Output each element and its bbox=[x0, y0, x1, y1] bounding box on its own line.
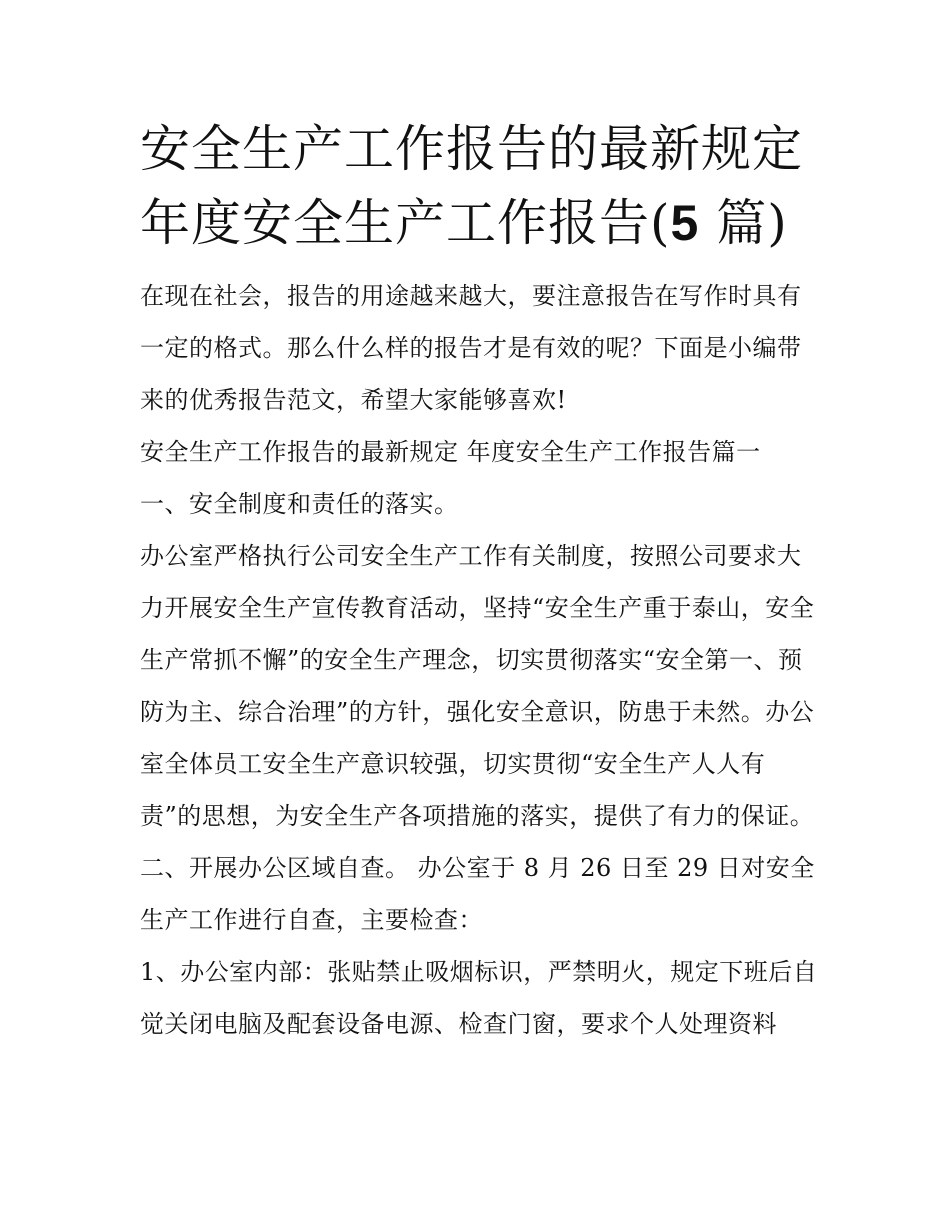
title-line-2 bbox=[140, 194, 788, 252]
section-heading: 安全生产工作报告的最新规定 年度安全生产工作报告篇一 bbox=[140, 438, 761, 466]
paragraph-safety-system: 办公室严格执行公司安全生产工作有关制度，按照公司要求大力开展安全生产宣传教育活动，坚持“安全生产重于泰山，安全生产常抓不懈”的安全生产理念，切实贯彻落实“安全第一、预防为主、综合治理”的方针，强化安全意识，防患于未然。办公室全体员工安全生产意识较强，切实贯彻“安全生产人人有责”的思想，为安全生产各项措施的落实，提供了有力的保证。 bbox=[140, 542, 815, 830]
document-title bbox=[140, 112, 820, 260]
subheading-1: 一、安全制度和责任的落实。 bbox=[140, 490, 459, 518]
title-number: 5 bbox=[670, 195, 700, 251]
paragraph-office-interior: 1、办公室内部：张贴禁止吸烟标识，严禁明火，规定下班后自觉关闭电脑及配套设备电源、检查门窗，要求个人处理资料 bbox=[140, 958, 818, 1038]
document-page bbox=[140, 112, 820, 1050]
subheading-2: 二、开展办公区域自查。 办公室于 8 月 26 日至 29 日对安全生产工作进行自查，主要检查： bbox=[140, 854, 815, 934]
title-line-1: 安全生产工作报告的最新规定 bbox=[140, 120, 803, 178]
title-line-2-suffix: 篇) bbox=[699, 194, 788, 252]
intro-paragraph: 在现在社会，报告的用途越来越大，要注意报告在写作时具有一定的格式。那么什么样的报告才是有效的呢？下面是小编带来的优秀报告范文，希望大家能够喜欢! bbox=[140, 282, 802, 414]
title-line-2-prefix: 年度安全生产工作报告( bbox=[140, 194, 671, 252]
